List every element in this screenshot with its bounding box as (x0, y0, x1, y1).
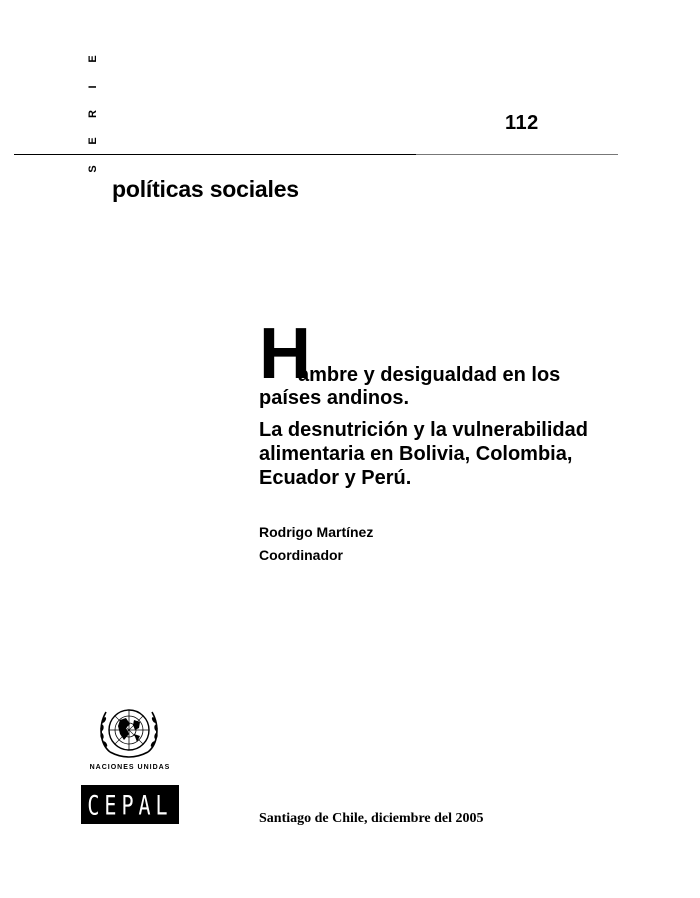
serie-vertical-label (86, 52, 100, 180)
serie-letter: R (87, 110, 99, 118)
title-dropcap: H (259, 314, 311, 394)
subtitle-line: Ecuador y Perú. (259, 467, 412, 489)
cepal-logo (81, 785, 179, 824)
serie-letter: E (87, 55, 99, 63)
series-number: 112 (505, 112, 539, 134)
un-emblem-icon (96, 700, 162, 762)
serie-letter: S (87, 165, 99, 173)
document-subtitle (259, 418, 679, 490)
place-date: Santiago de Chile, diciembre del 2005 (259, 811, 484, 826)
subtitle-line: alimentaria en Bolivia, Colombia, (259, 443, 573, 465)
serie-letter: I (87, 85, 99, 89)
header-rule-extension (416, 154, 618, 155)
author-block (259, 521, 373, 567)
series-name: políticas sociales (112, 176, 299, 202)
author-role: Coordinador (259, 547, 343, 563)
title-line: países andinos. (259, 387, 410, 409)
document-title (259, 314, 679, 490)
author-name: Rodrigo Martínez (259, 524, 374, 540)
title-line: ambre y desigualdad en los (298, 364, 561, 386)
cepal-logo-text: CEPAL (87, 788, 173, 822)
header-rule (14, 154, 416, 155)
serie-letter: E (87, 137, 99, 145)
un-caption: NACIONES UNIDAS (89, 764, 171, 771)
subtitle-line: La desnutrición y la vulnerabilidad (259, 419, 588, 441)
title-first-line (259, 314, 679, 394)
